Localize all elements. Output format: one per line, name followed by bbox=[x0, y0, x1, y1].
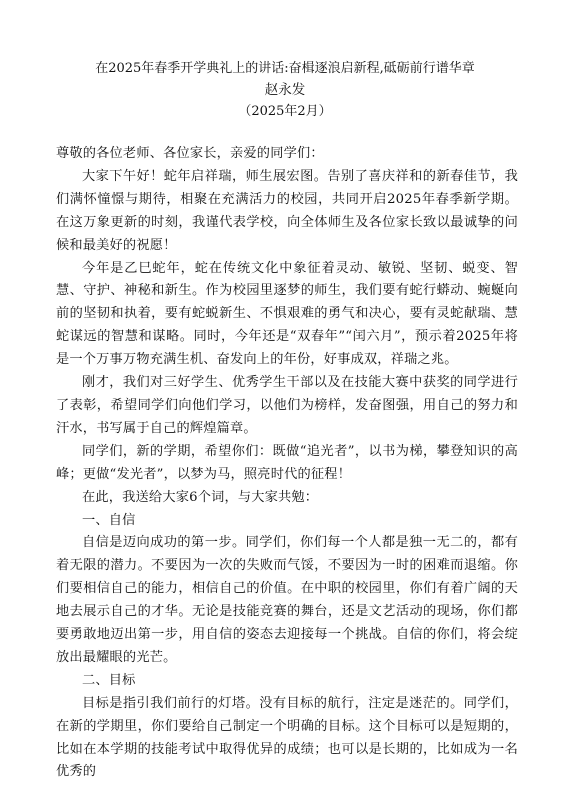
salutation: 尊敬的各位老师、各位家长，亲爱的同学们： bbox=[56, 146, 324, 161]
section-text-confidence: 自信是迈向成功的第一步。同学们，你们每一个人都是独一无二的，都有着无限的潜力。不要因为一次的失败而气馁，不要因为一时的困难而退缩。你们要相信自己的能力，相信自己的价值。在中职的校园里，你们有着广阔的天地去展示自己的才华。无论是技能竞赛的舞台，还是文艺活动的现场，你们都要勇敢地迈出第一步，用自信的姿态去迎接每一个挑战。自信的你们，将会绽放出最耀眼的光芒。 bbox=[56, 535, 518, 665]
document-body bbox=[56, 143, 518, 784]
paragraph-hopes: 同学们，新的学期，希望你们：既做“追光者”，以书为梯，攀登知识的高峰；更做“发光者”，以梦为马，照亮时代的征程！ bbox=[56, 443, 518, 482]
section-text-goal: 目标是指引我们前行的灯塔。没有目标的航行，注定是迷茫的。同学们，在新的学期里，你们要给自己制定一个明确的目标。这个目标可以是短期的，比如在本学期的技能考试中取得优异的成绩；也可以是长期的，比如成为一名优秀的 bbox=[56, 695, 518, 780]
section-heading-goal: 二、目标 bbox=[82, 672, 136, 688]
document-author: 赵永发 bbox=[264, 82, 306, 98]
document-date: （2025年2月） bbox=[238, 104, 332, 119]
section-heading-confidence: 一、自信 bbox=[82, 512, 136, 528]
paragraph-six-words: 在此，我送给大家6个词，与大家共勉： bbox=[82, 489, 319, 505]
document-title: 在2025年春季开学典礼上的讲话:奋楫逐浪启新程,砥砺前行谱华章 bbox=[95, 61, 475, 76]
paragraph-greeting: 大家下午好！蛇年启祥瑞，师生展宏图。告别了喜庆祥和的新春佳节，我们满怀憧憬与期待，相聚在充满活力的校园，共同开启2025年春季新学期。在这万象更新的时刻，我谨代表学校，向全体师生及各位家长致以最诚挚的问候和最美好的祝愿！ bbox=[56, 168, 518, 253]
paragraph-snake-year: 今年是乙巳蛇年，蛇在传统文化中象征着灵动、敏锐、坚韧、蜕变、智慧、守护、神秘和新生。作为校园里逐梦的师生，我们要有蛇行蟒动、蜿蜒向前的坚韧和执着，要有蛇蜕新生、不惧艰难的勇气和决心，要有灵蛇献瑞、慧蛇谋远的智慧和谋略。同时，今年还是“双春年”“闰六月”，预示着2025年将是一个万事万物充满生机、奋发向上的年份，好事成双，祥瑞之兆。 bbox=[56, 260, 518, 368]
paragraph-commendation: 刚才，我们对三好学生、优秀学生干部以及在技能大赛中获奖的同学进行了表彰，希望同学们向他们学习，以他们为榜样，发奋图强，用自己的努力和汗水，书写属于自己的辉煌篇章。 bbox=[56, 375, 518, 436]
